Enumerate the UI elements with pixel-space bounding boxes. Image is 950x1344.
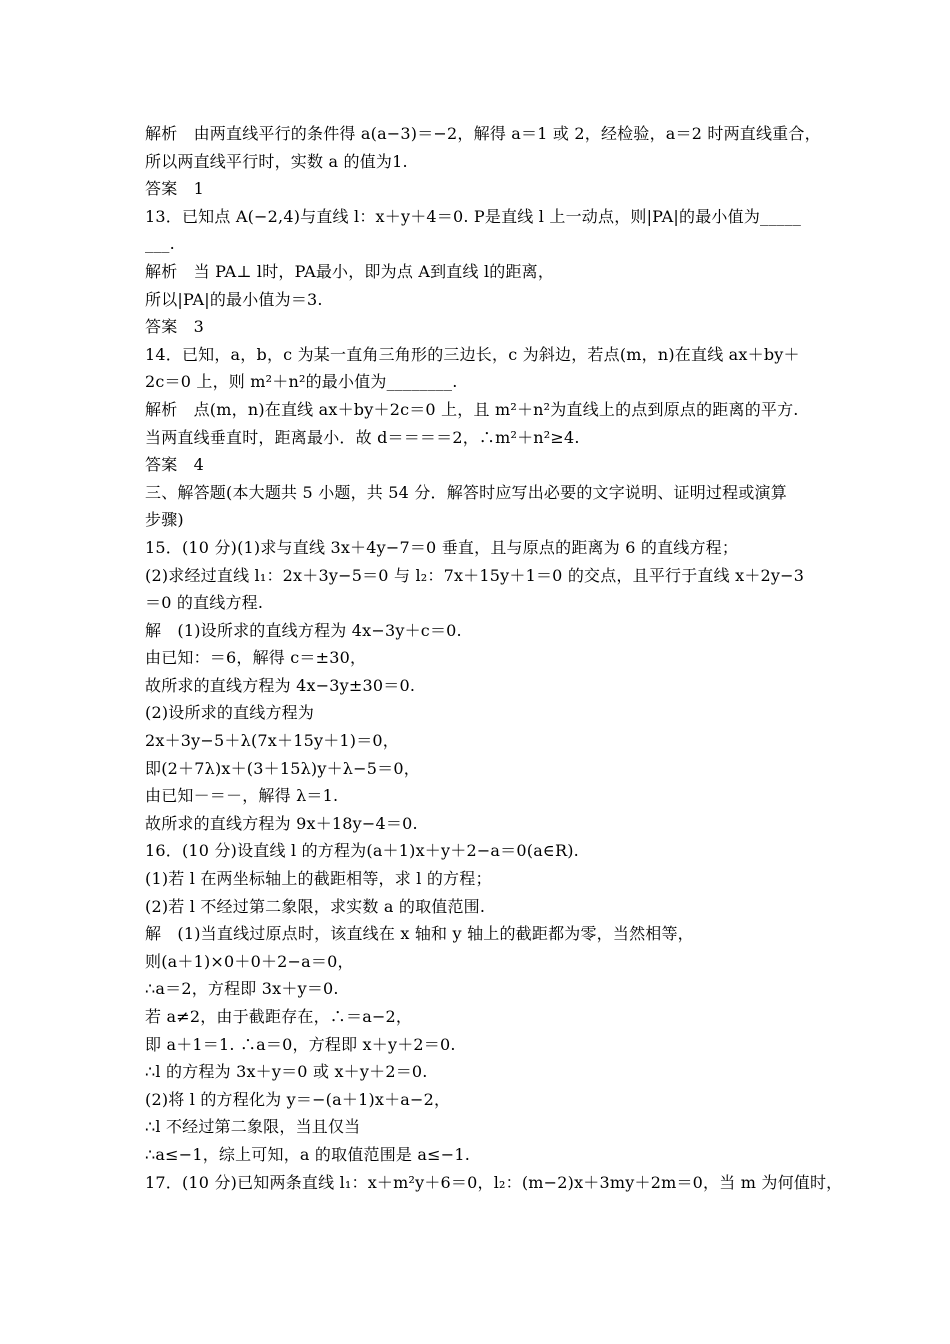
text-line: ∴a＝2，方程即 3x＋y＝0. (145, 979, 339, 999)
text-line: 步骤) (145, 510, 184, 530)
text-line: 则(a＋1)×0＋0＋2−a＝0， (145, 951, 354, 971)
text-line: (2)设所求的直线方程为 (145, 703, 315, 723)
text-line: ∴l 不经过第二象限，当且仅当 (145, 1117, 361, 1137)
text-line: (1)若 l 在两坐标轴上的截距相等，求 l 的方程； (145, 869, 492, 889)
text-line: 17．(10 分)已知两条直线 l₁：x＋m²y＋6＝0，l₂：(m−2)x＋3my＋2m＝0，当 m 为何值时， (145, 1172, 843, 1192)
text-line: 当两直线垂直时，距离最小．故 d＝＝＝＝2，∴m²＋n²≥4. (145, 427, 580, 447)
text-line: 即 a＋1＝1. ∴a＝0，方程即 x＋y＋2＝0. (145, 1034, 456, 1054)
text-line: (2)求经过直线 l₁：2x＋3y−5＝0 与 l₂：7x＋15y＋1＝0 的交点，且平行于直线 x＋2y−3 (145, 565, 805, 585)
text-line: 故所求的直线方程为 9x＋18y−4＝0. (145, 813, 418, 833)
text-line: ∴a≤−1，综上可知，a 的取值范围是 a≤−1. (145, 1144, 471, 1164)
text-line: 即(2＋7λ)x＋(3＋15λ)y＋λ−5＝0， (145, 758, 420, 778)
text-line: 2x＋3y−5＋λ(7x＋15y＋1)＝0， (145, 731, 399, 751)
text-line: 若 a≠2，由于截距存在，∴＝a−2， (145, 1007, 413, 1026)
text-line: 15．(10 分)(1)求与直线 3x＋4y−7＝0 垂直，且与原点的距离为 6 的直线方程； (145, 537, 739, 557)
document-body (145, 120, 843, 1196)
text-line: 三、解答题(本大题共 5 小题，共 54 分．解答时应写出必要的文字说明、证明过程或演算 (145, 482, 787, 502)
text-line: 由已知：＝6，解得 c＝±30， (145, 648, 367, 668)
text-line: 答案 1 (145, 179, 204, 199)
text-line: 解 (1)当直线过原点时，该直线在 x 轴和 y 轴上的截距都为零，当然相等， (145, 924, 694, 944)
text-line: ∴l 的方程为 3x＋y＝0 或 x＋y＋2＝0. (145, 1062, 428, 1082)
text-line: ___. (145, 234, 175, 254)
text-line: 13．已知点 A(−2,4)与直线 l：x＋y＋4＝0. P是直线 l 上一动点，则|PA|的最小值为_____ (145, 206, 802, 226)
text-line: 16．(10 分)设直线 l 的方程为(a＋1)x＋y＋2−a＝0(a∈R). (145, 841, 579, 861)
text-line: 所以|PA|的最小值为＝3. (145, 289, 323, 309)
text-line: (2)若 l 不经过第二象限，求实数 a 的取值范围. (145, 896, 486, 916)
text-line: 答案 4 (145, 455, 204, 475)
text-line: 2c＝0 上，则 m²＋n²的最小值为________. (145, 372, 458, 392)
text-line: 解析 由两直线平行的条件得 a(a−3)＝−2，解得 a＝1 或 2，经检验，a＝2 时两直线重合， (145, 124, 821, 143)
text-line: (2)将 l 的方程化为 y＝−(a＋1)x＋a−2， (145, 1089, 451, 1109)
text-line: 答案 3 (145, 317, 204, 337)
text-line: 14．已知，a，b，c 为某一直角三角形的三边长，c 为斜边，若点(m，n)在直线 ax＋by＋ (145, 344, 800, 364)
text-line: 解析 当 PA⊥ l时，PA最小，即为点 A到直线 l的距离， (145, 261, 555, 281)
text-line: ＝0 的直线方程. (145, 593, 264, 613)
text-line: 所以两直线平行时，实数 a 的值为1. (145, 151, 408, 171)
text-line: 故所求的直线方程为 4x−3y±30＝0. (145, 675, 416, 695)
text-line: 由已知－＝－，解得 λ＝1. (145, 786, 339, 806)
text-line: 解析 点(m，n)在直线 ax＋by＋2c＝0 上，且 m²＋n²为直线上的点到原点的距离的平方. (145, 399, 799, 419)
text-line: 解 (1)设所求的直线方程为 4x−3y＋c＝0. (145, 620, 462, 640)
